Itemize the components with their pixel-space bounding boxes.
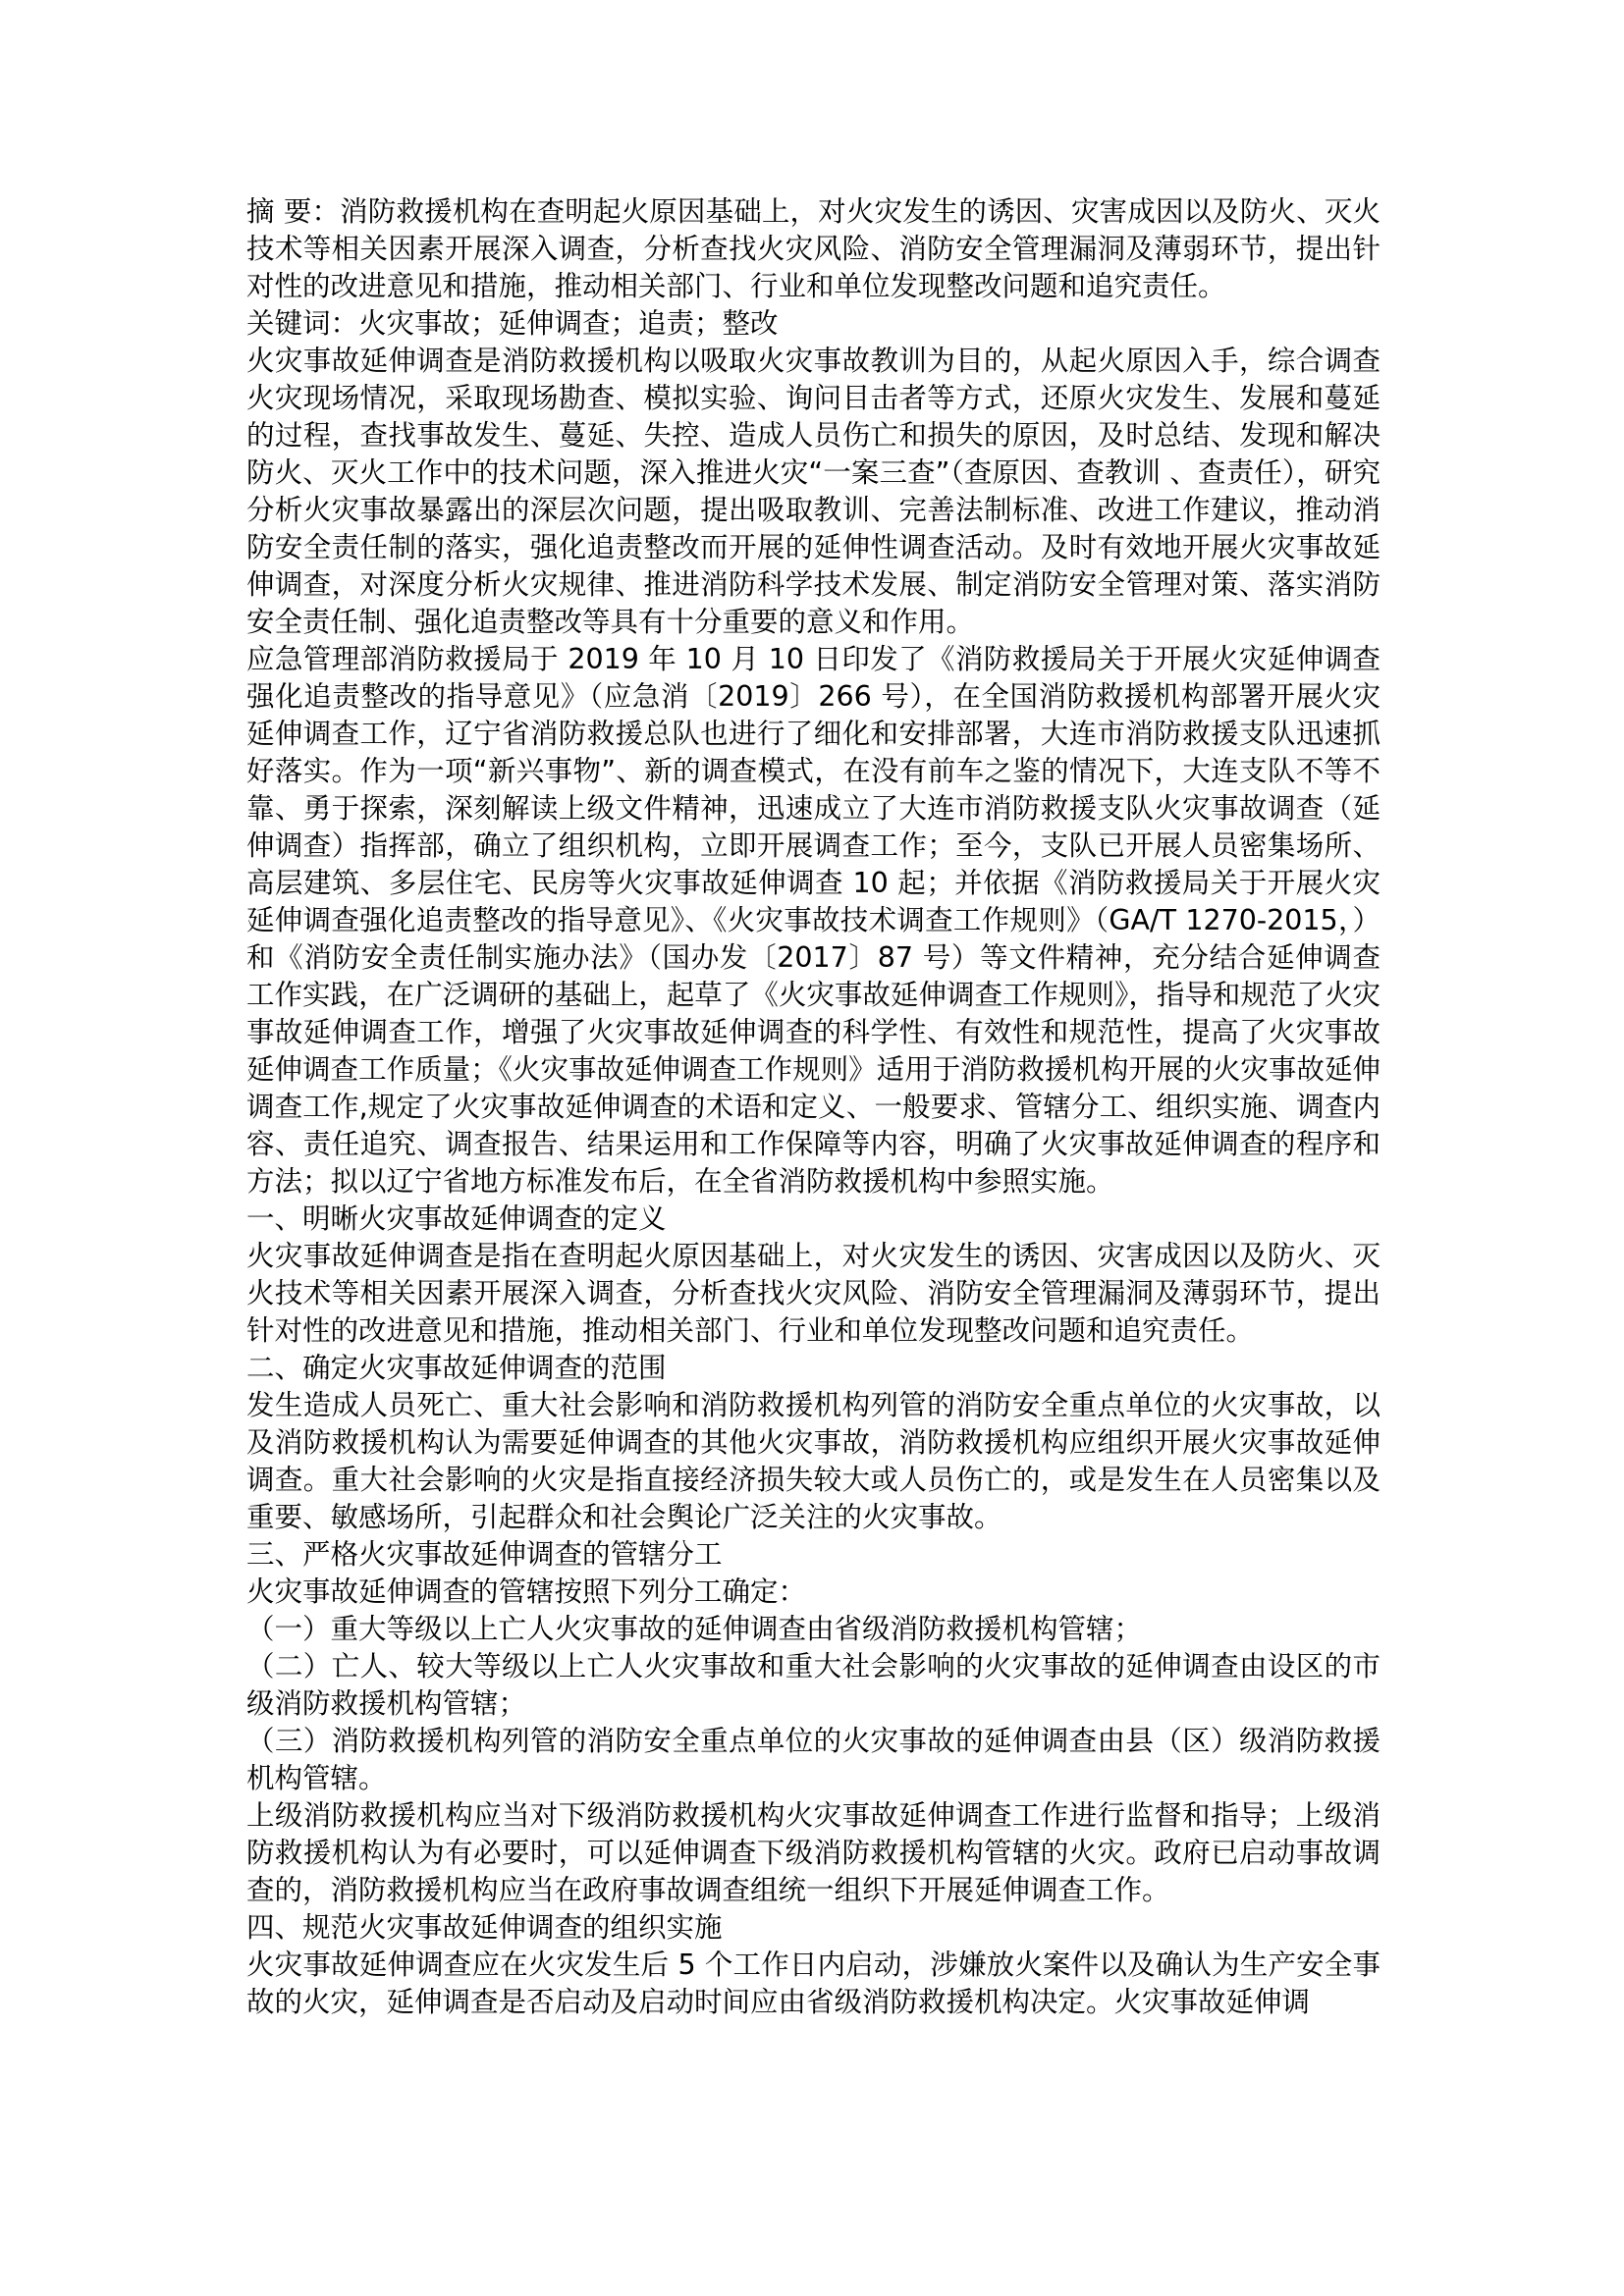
keywords-line: 关键词：火灾事故；延伸调查；追责；整改 [246, 307, 779, 340]
document-page [246, 193, 1380, 2021]
intro-paragraph-1: 火灾事故延伸调查是消防救援机构以吸取火灾事故教训为目的，从起火原因入手，综合调查火灾现场情况，采取现场勘查、模拟实验、询问目击者等方式，还原火灾发生、发展和蔓延的过程，查找事故发生、蔓延、失控、造成人员伤亡和损失的原因，及时总结、发现和解决防火、灭火工作中的技术问题，深入推进火灾“一案三查”（查原因、查教训 、查责任），研究分析火灾事故暴露出的深层次问题，提出吸取教训、完善法制标准、改进工作建议，推动消防安全责任制的落实，强化追责整改而开展的延伸性调查活动。及时有效地开展火灾事故延伸调查，对深度分析火灾规律、推进消防科学技术发展、制定消防安全管理对策、落实消防安全责任制、强化追责整改等具有十分重要的意义和作用。 [246, 345, 1380, 638]
section-1-body: 火灾事故延伸调查是指在查明起火原因基础上，对火灾发生的诱因、灾害成因以及防火、灭火技术等相关因素开展深入调查，分析查找火灾风险、消防安全管理漏洞及薄弱环节，提出针对性的改进意见和措施，推动相关部门、行业和单位发现整改问题和追究责任。 [246, 1240, 1380, 1347]
intro-paragraph-2: 应急管理部消防救援局于 2019 年 10 月 10 日印发了《消防救援局关于开展火灾延伸调查强化追责整改的指导意见》（应急消〔2019〕266 号），在全国消防救援机构部署开展火灾延伸调查工作，辽宁省消防救援总队也进行了细化和安排部署，大连市消防救援支队迅速抓好落实。作为一项“新兴事物”、新的调查模式，在没有前车之鉴的情况下，大连支队不等不靠、勇于探索，深刻解读上级文件精神，迅速成立了大连市消防救援支队火灾事故调查（延伸调查）指挥部，确立了组织机构，立即开展调查工作；至今，支队已开展人员密集场所、高层建筑、多层住宅、民房等火灾事故延伸调查 10 起；并依据《消防救援局关于开展火灾延伸调查强化追责整改的指导意见》、《火灾事故技术调查工作规则》（GA/T 1270-2015，）和《消防安全责任制实施办法》（国办发〔2017〕87 号）等文件精神，充分结合延伸调查工作实践，在广泛调研的基础上，起草了《火灾事故延伸调查工作规则》，指导和规范了火灾事故延伸调查工作，增强了火灾事故延伸调查的科学性、有效性和规范性，提高了火灾事故延伸调查工作质量；《火灾事故延伸调查工作规则》适用于消防救援机构开展的火灾事故延伸调查工作,规定了火灾事故延伸调查的术语和定义、一般要求、管辖分工、组织实施、调查内容、责任追究、调查报告、结果运用和工作保障等内容，明确了火灾事故延伸调查的程序和方法；拟以辽宁省地方标准发布后，在全省消防救援机构中参照实施。 [246, 643, 1380, 1198]
section-3-item-2: （二）亡人、较大等级以上亡人火灾事故和重大社会影响的火灾事故的延伸调查由设区的市级消防救援机构管辖； [246, 1650, 1380, 1720]
section-2-body: 发生造成人员死亡、重大社会影响和消防救援机构列管的消防安全重点单位的火灾事故，以及消防救援机构认为需要延伸调查的其他火灾事故，消防救援机构应组织开展火灾事故延伸调查。重大社会影响的火灾是指直接经济损失较大或人员伤亡的，或是发生在人员密集以及重要、敏感场所，引起群众和社会舆论广泛关注的火灾事故。 [246, 1389, 1380, 1533]
abstract-paragraph: 摘 要：消防救援机构在查明起火原因基础上，对火灾发生的诱因、灾害成因以及防火、灭火技术等相关因素开展深入调查，分析查找火灾风险、消防安全管理漏洞及薄弱环节，提出针对性的改进意见和措施，推动相关部门、行业和单位发现整改问题和追究责任。 [246, 195, 1380, 302]
section-1-heading: 一、明晰火灾事故延伸调查的定义 [246, 1202, 667, 1235]
section-3-item-1: （一）重大等级以上亡人火灾事故的延伸调查由省级消防救援机构管辖； [246, 1613, 1143, 1645]
section-3-tail: 上级消防救援机构应当对下级消防救援机构火灾事故延伸调查工作进行监督和指导；上级消防救援机构认为有必要时，可以延伸调查下级消防救援机构管辖的火灾。政府已启动事故调查的，消防救援机构应当在政府事故调查组统一组织下开展延伸调查工作。 [246, 1799, 1380, 1906]
section-3-lead: 火灾事故延伸调查的管辖按照下列分工确定： [246, 1575, 807, 1608]
section-2-heading: 二、确定火灾事故延伸调查的范围 [246, 1352, 667, 1384]
section-4-body: 火灾事故延伸调查应在火灾发生后 5 个工作日内启动，涉嫌放火案件以及确认为生产安全事故的火灾，延伸调查是否启动及启动时间应由省级消防救援机构决定。火灾事故延伸调 [246, 1949, 1380, 2018]
section-3-item-3: （三）消防救援机构列管的消防安全重点单位的火灾事故的延伸调查由县（区）级消防救援机构管辖。 [246, 1725, 1380, 1794]
section-3-heading: 三、严格火灾事故延伸调查的管辖分工 [246, 1538, 723, 1571]
section-4-heading: 四、规范火灾事故延伸调查的组织实施 [246, 1911, 723, 1944]
